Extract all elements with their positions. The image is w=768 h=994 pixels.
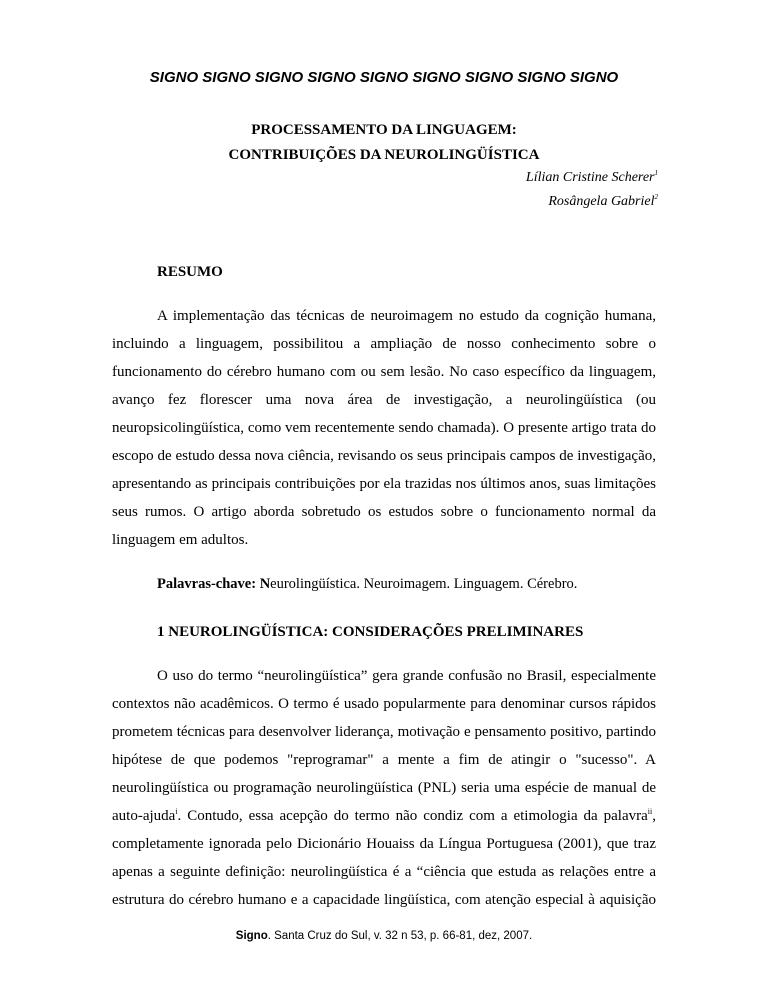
author-name: Lílian Cristine Scherer xyxy=(525,170,655,185)
section-line: neurolingüística ou programação neurolingüística (PNL) seria uma espécie de manual de xyxy=(112,780,656,796)
text-segment: auto-ajuda xyxy=(112,808,176,824)
text-segment: , xyxy=(652,808,656,824)
abstract-line: avanço fez florescer uma nova área de investigação, a neurolingüística (ou xyxy=(112,392,656,408)
abstract-line: linguagem em adultos. xyxy=(112,532,249,548)
section-line: completamente ignorada pelo Dicionário Houaiss da Língua Portuguesa (2001), que traz xyxy=(112,836,656,852)
author-footnote-marker[interactable]: 1 xyxy=(654,169,658,177)
footer-journal-name: Signo xyxy=(235,930,268,942)
abstract-line: A implementação das técnicas de neuroimagem no estudo da cognição humana, xyxy=(157,308,656,324)
abstract-line: escopo de estudo dessa nova ciência, revisando os seus principais campos de investigação, xyxy=(112,448,656,464)
author-name: Rosângela Gabriel xyxy=(548,194,655,209)
section-line-with-footnotes xyxy=(112,806,656,826)
section-line: apenas a seguinte definição: neurolingüística é a “ciência que estuda as relações entre a xyxy=(112,864,656,880)
keywords xyxy=(157,574,577,594)
author-1 xyxy=(526,168,658,188)
section-line: prometem técnicas para desenvolver liderança, motivação e pensamento positivo, partindo xyxy=(112,724,656,740)
abstract-line: funcionamento do cérebro humano com ou sem lesão. No caso específico da linguagem, xyxy=(112,364,656,380)
journal-header: SIGNO SIGNO SIGNO SIGNO SIGNO SIGNO SIGNO SIGNO SIGNO xyxy=(149,69,619,86)
page-footer-citation xyxy=(0,928,768,944)
author-2 xyxy=(548,192,658,212)
endnote-marker-ii[interactable]: ii xyxy=(647,807,653,816)
footer-citation-text: . Santa Cruz do Sul, v. 32 n 53, p. 66-81, dez, 2007. xyxy=(267,930,533,942)
article-title-line-2: CONTRIBUIÇÕES DA NEUROLINGÜÍSTICA xyxy=(228,147,540,163)
author-footnote-marker[interactable]: 2 xyxy=(654,193,658,201)
keywords-text: eurolingüística. Neuroimagem. Linguagem. Cérebro. xyxy=(270,576,578,592)
abstract-line: apresentando as principais contribuições por ela trazidas nos últimos anos, suas limitações xyxy=(112,476,656,492)
abstract-heading: RESUMO xyxy=(157,264,223,280)
section-line: estrutura do cérebro humano e a capacidade lingüística, com atenção especial à aquisição xyxy=(112,892,656,908)
section-line: contextos não acadêmicos. O termo é usado popularmente para denominar cursos rápidos xyxy=(112,696,656,712)
text-segment: . Contudo, essa acepção do termo não condiz com a etimologia da palavra xyxy=(177,808,648,824)
section-line: hipótese de que podemos "reprogramar" a mente a fim de atingir o "sucesso". A xyxy=(112,752,656,768)
keywords-first-letter: N xyxy=(259,576,271,592)
abstract-line: incluindo a linguagem, possibilitou a ampliação de nosso conhecimento sobre o xyxy=(112,336,656,352)
article-title-line-1: PROCESSAMENTO DA LINGUAGEM: xyxy=(251,122,517,138)
section-line: O uso do termo “neurolingüística” gera grande confusão no Brasil, especialmente xyxy=(157,668,656,684)
abstract-line: neuropsicolingüística, como vem recentemente sendo chamada). O presente artigo trata do xyxy=(112,420,656,436)
abstract-line: seus rumos. O artigo aborda sobretudo os estudos sobre o funcionamento normal da xyxy=(112,504,656,520)
section-1-heading: 1 NEUROLINGÜÍSTICA: CONSIDERAÇÕES PRELIMINARES xyxy=(157,624,584,640)
endnote-marker-i[interactable]: i xyxy=(175,807,178,816)
keywords-label: Palavras-chave: xyxy=(157,576,257,592)
